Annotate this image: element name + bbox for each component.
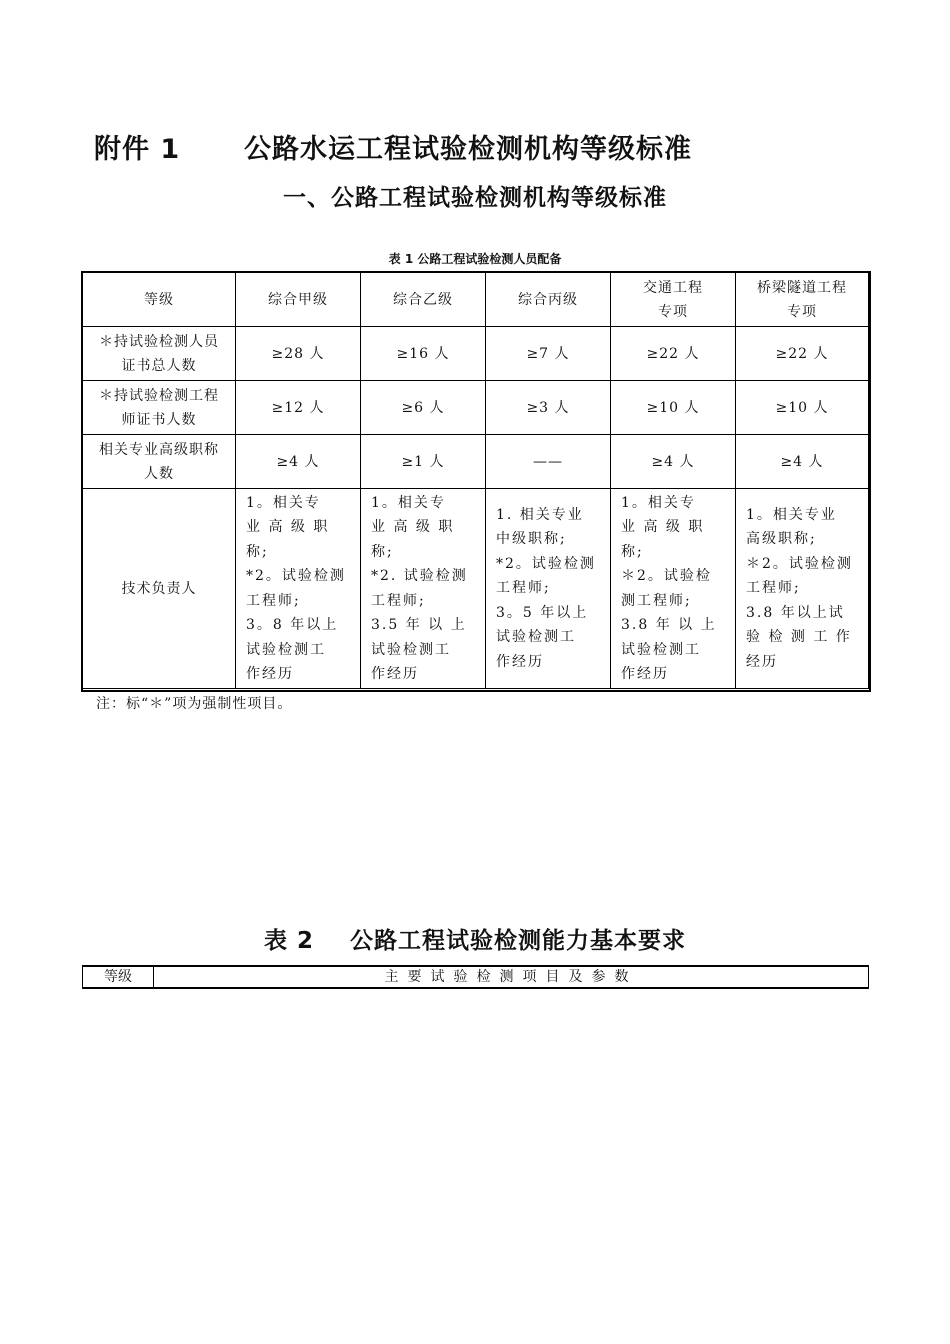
table-cell: ≥22 人	[736, 327, 869, 381]
table-header-row	[83, 966, 869, 988]
table-cell: ≥6 人	[361, 381, 486, 435]
requirement-line: 1. 相关专业	[496, 506, 584, 523]
requirement-line: 试验检测工	[496, 629, 576, 646]
table-cell: ≥1 人	[361, 435, 486, 489]
requirement-line: ＊2。试验检	[621, 568, 712, 584]
requirement-line: 1。相关专	[371, 494, 446, 511]
requirement-line: *2。试验检测	[246, 568, 346, 584]
header-grade: 等级	[83, 966, 154, 988]
requirement-line: 3.8 年以上试	[746, 604, 845, 621]
table-cell	[486, 489, 611, 689]
tech-lead-requirements-a	[240, 491, 356, 687]
tech-lead-requirements-b	[365, 491, 481, 687]
header-bridge-tunnel-special	[736, 273, 869, 327]
table-cell	[361, 489, 486, 689]
requirement-line: 作经历	[246, 666, 294, 682]
document-title: 公路水运工程试验检测机构等级标准	[244, 134, 692, 165]
row-label-line2: 证书总人数	[121, 357, 197, 374]
header-comprehensive-c: 综合丙级	[486, 273, 611, 327]
row-label-line1: ＊持试验检测人员	[99, 333, 219, 350]
tech-lead-requirements-c	[490, 503, 606, 675]
table-cell: ——	[486, 435, 611, 489]
header-comprehensive-a: 综合甲级	[236, 273, 361, 327]
table-cell	[736, 489, 869, 689]
row-label-line2: 师证书人数	[121, 411, 197, 428]
requirement-line: 试验检测工	[246, 641, 326, 658]
table-cell	[611, 489, 736, 689]
requirement-line: *2。试验检测	[496, 555, 596, 572]
requirement-line: 中级职称;	[496, 531, 567, 548]
requirement-line: 测工程师;	[621, 592, 692, 609]
requirement-line: 作经历	[371, 666, 419, 682]
requirement-line: 称;	[246, 543, 269, 560]
table-cell: ≥10 人	[736, 381, 869, 435]
requirement-line: 称;	[621, 543, 644, 560]
header-traffic-line2: 专项	[658, 303, 688, 320]
requirement-line: 工程师;	[246, 592, 301, 609]
table-row	[83, 381, 869, 435]
attachment-label: 附件 1	[94, 134, 181, 165]
row-label	[83, 435, 236, 489]
table-cell: ≥4 人	[611, 435, 736, 489]
row-label-line1: 相关专业高级职称	[99, 441, 219, 458]
table-cell: ≥22 人	[611, 327, 736, 381]
requirement-line: 作经历	[621, 666, 669, 682]
header-traffic-special	[611, 273, 736, 327]
requirement-line: 验 检 测 工 作	[746, 629, 852, 646]
requirement-line: *2. 试验检测	[371, 568, 468, 584]
requirement-line: 3。5 年以上	[496, 604, 589, 621]
requirement-line: 高级职称;	[746, 531, 817, 548]
row-label	[83, 327, 236, 381]
row-label: 技术负责人	[83, 489, 236, 689]
table-cell: ≥4 人	[736, 435, 869, 489]
requirement-line: 3.5 年 以 上	[371, 617, 467, 633]
requirement-line: ＊2。试验检测	[746, 555, 853, 572]
table-header-row	[83, 273, 869, 327]
table-note: 注：标“＊”项为强制性项目。	[96, 696, 293, 712]
table-row	[83, 327, 869, 381]
row-label-line2: 人数	[144, 465, 174, 482]
table-cell: ≥28 人	[236, 327, 361, 381]
requirement-line: 1。相关专	[621, 494, 696, 511]
row-label	[83, 381, 236, 435]
requirement-line: 称;	[371, 543, 394, 560]
requirement-line: 业 高 级 职	[246, 519, 330, 535]
table-cell: ≥16 人	[361, 327, 486, 381]
tech-lead-requirements-traffic	[615, 491, 731, 687]
table-cell: ≥7 人	[486, 327, 611, 381]
table-cell: ≥10 人	[611, 381, 736, 435]
requirement-line: 业 高 级 职	[621, 519, 705, 535]
section-title: 一、公路工程试验检测机构等级标准	[283, 185, 667, 211]
requirement-line: 工程师;	[371, 592, 426, 609]
requirement-line: 1。相关专业	[746, 506, 837, 523]
header-traffic-line1: 交通工程	[643, 279, 703, 296]
requirement-line: 经历	[746, 653, 778, 670]
tech-lead-requirements-bridge	[740, 503, 864, 675]
header-bridge-line1: 桥梁隧道工程	[757, 279, 847, 296]
row-label-line1: ＊持试验检测工程	[99, 387, 219, 404]
table-cell: ≥3 人	[486, 381, 611, 435]
requirement-line: 试验检测工	[371, 641, 451, 658]
requirement-line: 工程师;	[746, 580, 801, 597]
requirement-line: 工程师;	[496, 580, 551, 597]
requirement-line: 业 高 级 职	[371, 519, 455, 535]
header-grade: 等级	[83, 273, 236, 327]
header-bridge-line2: 专项	[787, 303, 817, 320]
table2-title: 表 2 公路工程试验检测能力基本要求	[263, 928, 687, 954]
table-cell: ≥12 人	[236, 381, 361, 435]
main-heading	[94, 130, 692, 170]
table-row	[83, 489, 869, 689]
table-cell	[236, 489, 361, 689]
table1-caption: 表 1 公路工程试验检测人员配备	[388, 252, 562, 266]
requirement-line: 3。8 年以上	[246, 617, 339, 633]
table-row	[83, 435, 869, 489]
capability-table	[82, 965, 869, 989]
header-comprehensive-b: 综合乙级	[361, 273, 486, 327]
requirement-line: 作经历	[496, 653, 544, 670]
requirement-line: 1。相关专	[246, 494, 321, 511]
header-test-items: 主要试验检测项目及参数	[154, 966, 869, 988]
staffing-table	[82, 272, 869, 689]
requirement-line: 试验检测工	[621, 641, 701, 658]
requirement-line: 3.8 年 以 上	[621, 617, 717, 633]
table-cell: ≥4 人	[236, 435, 361, 489]
